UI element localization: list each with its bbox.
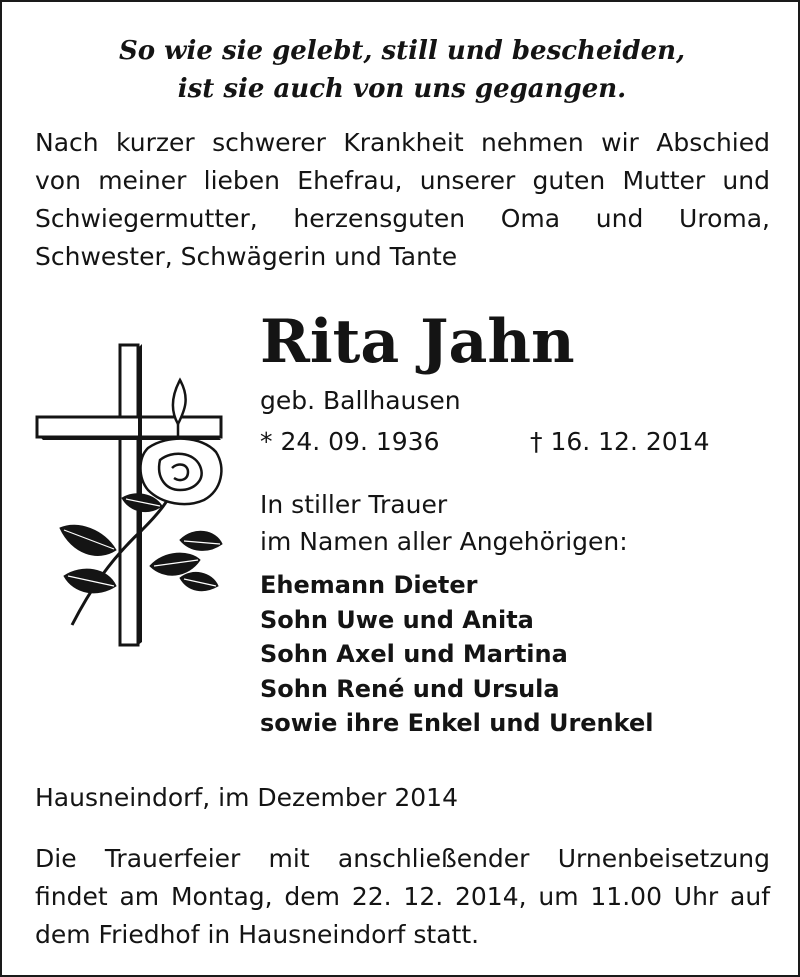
death-date: † 16. 12. 2014 [530, 427, 710, 456]
funeral-line: dem Friedhof in Hausneindorf statt. [35, 920, 480, 949]
deceased-name: Rita Jahn [260, 307, 575, 377]
mourning-line: im Namen aller Angehörigen: [260, 527, 628, 556]
family-member: Sohn Uwe und Anita [260, 605, 534, 634]
motto-line: So wie sie gelebt, still und bescheiden, [118, 36, 686, 66]
motto-line: ist sie auch von uns gegangen. [177, 74, 627, 104]
place-date-line: Hausneindorf, im Dezember 2014 [35, 783, 458, 812]
family-list [260, 568, 653, 741]
birth-date: * 24. 09. 1936 [260, 427, 440, 456]
family-member: Sohn Axel und Martina [260, 640, 568, 668]
mourning-line: In stiller Trauer [260, 490, 448, 519]
family-member: Ehemann Dieter [260, 571, 478, 599]
funeral-line: Die Trauerfeier mit anschließender Urnenbeisetzung [35, 844, 770, 873]
intro-line: Schwiegermutter, herzensguten Oma und Uroma, [35, 204, 770, 233]
intro-line: Schwester, Schwägerin und Tante [35, 242, 458, 271]
intro-line: Nach kurzer schwerer Krankheit nehmen wir Abschied [35, 128, 770, 157]
mourning-text [260, 486, 628, 560]
cross-with-rose-icon [30, 340, 230, 660]
motto [2, 32, 800, 108]
funeral-line: findet am Montag, dem 22. 12. 2014, um 11.00 Uhr auf [35, 882, 770, 911]
birth-name: geb. Ballhausen [260, 386, 461, 415]
family-member: Sohn René und Ursula [260, 674, 560, 703]
intro-line: von meiner lieben Ehefrau, unserer guten Mutter und [35, 166, 770, 195]
place-date [35, 779, 770, 817]
family-member: sowie ihre Enkel und Urenkel [260, 709, 654, 737]
funeral-text [35, 840, 770, 954]
intro-text [35, 124, 770, 276]
